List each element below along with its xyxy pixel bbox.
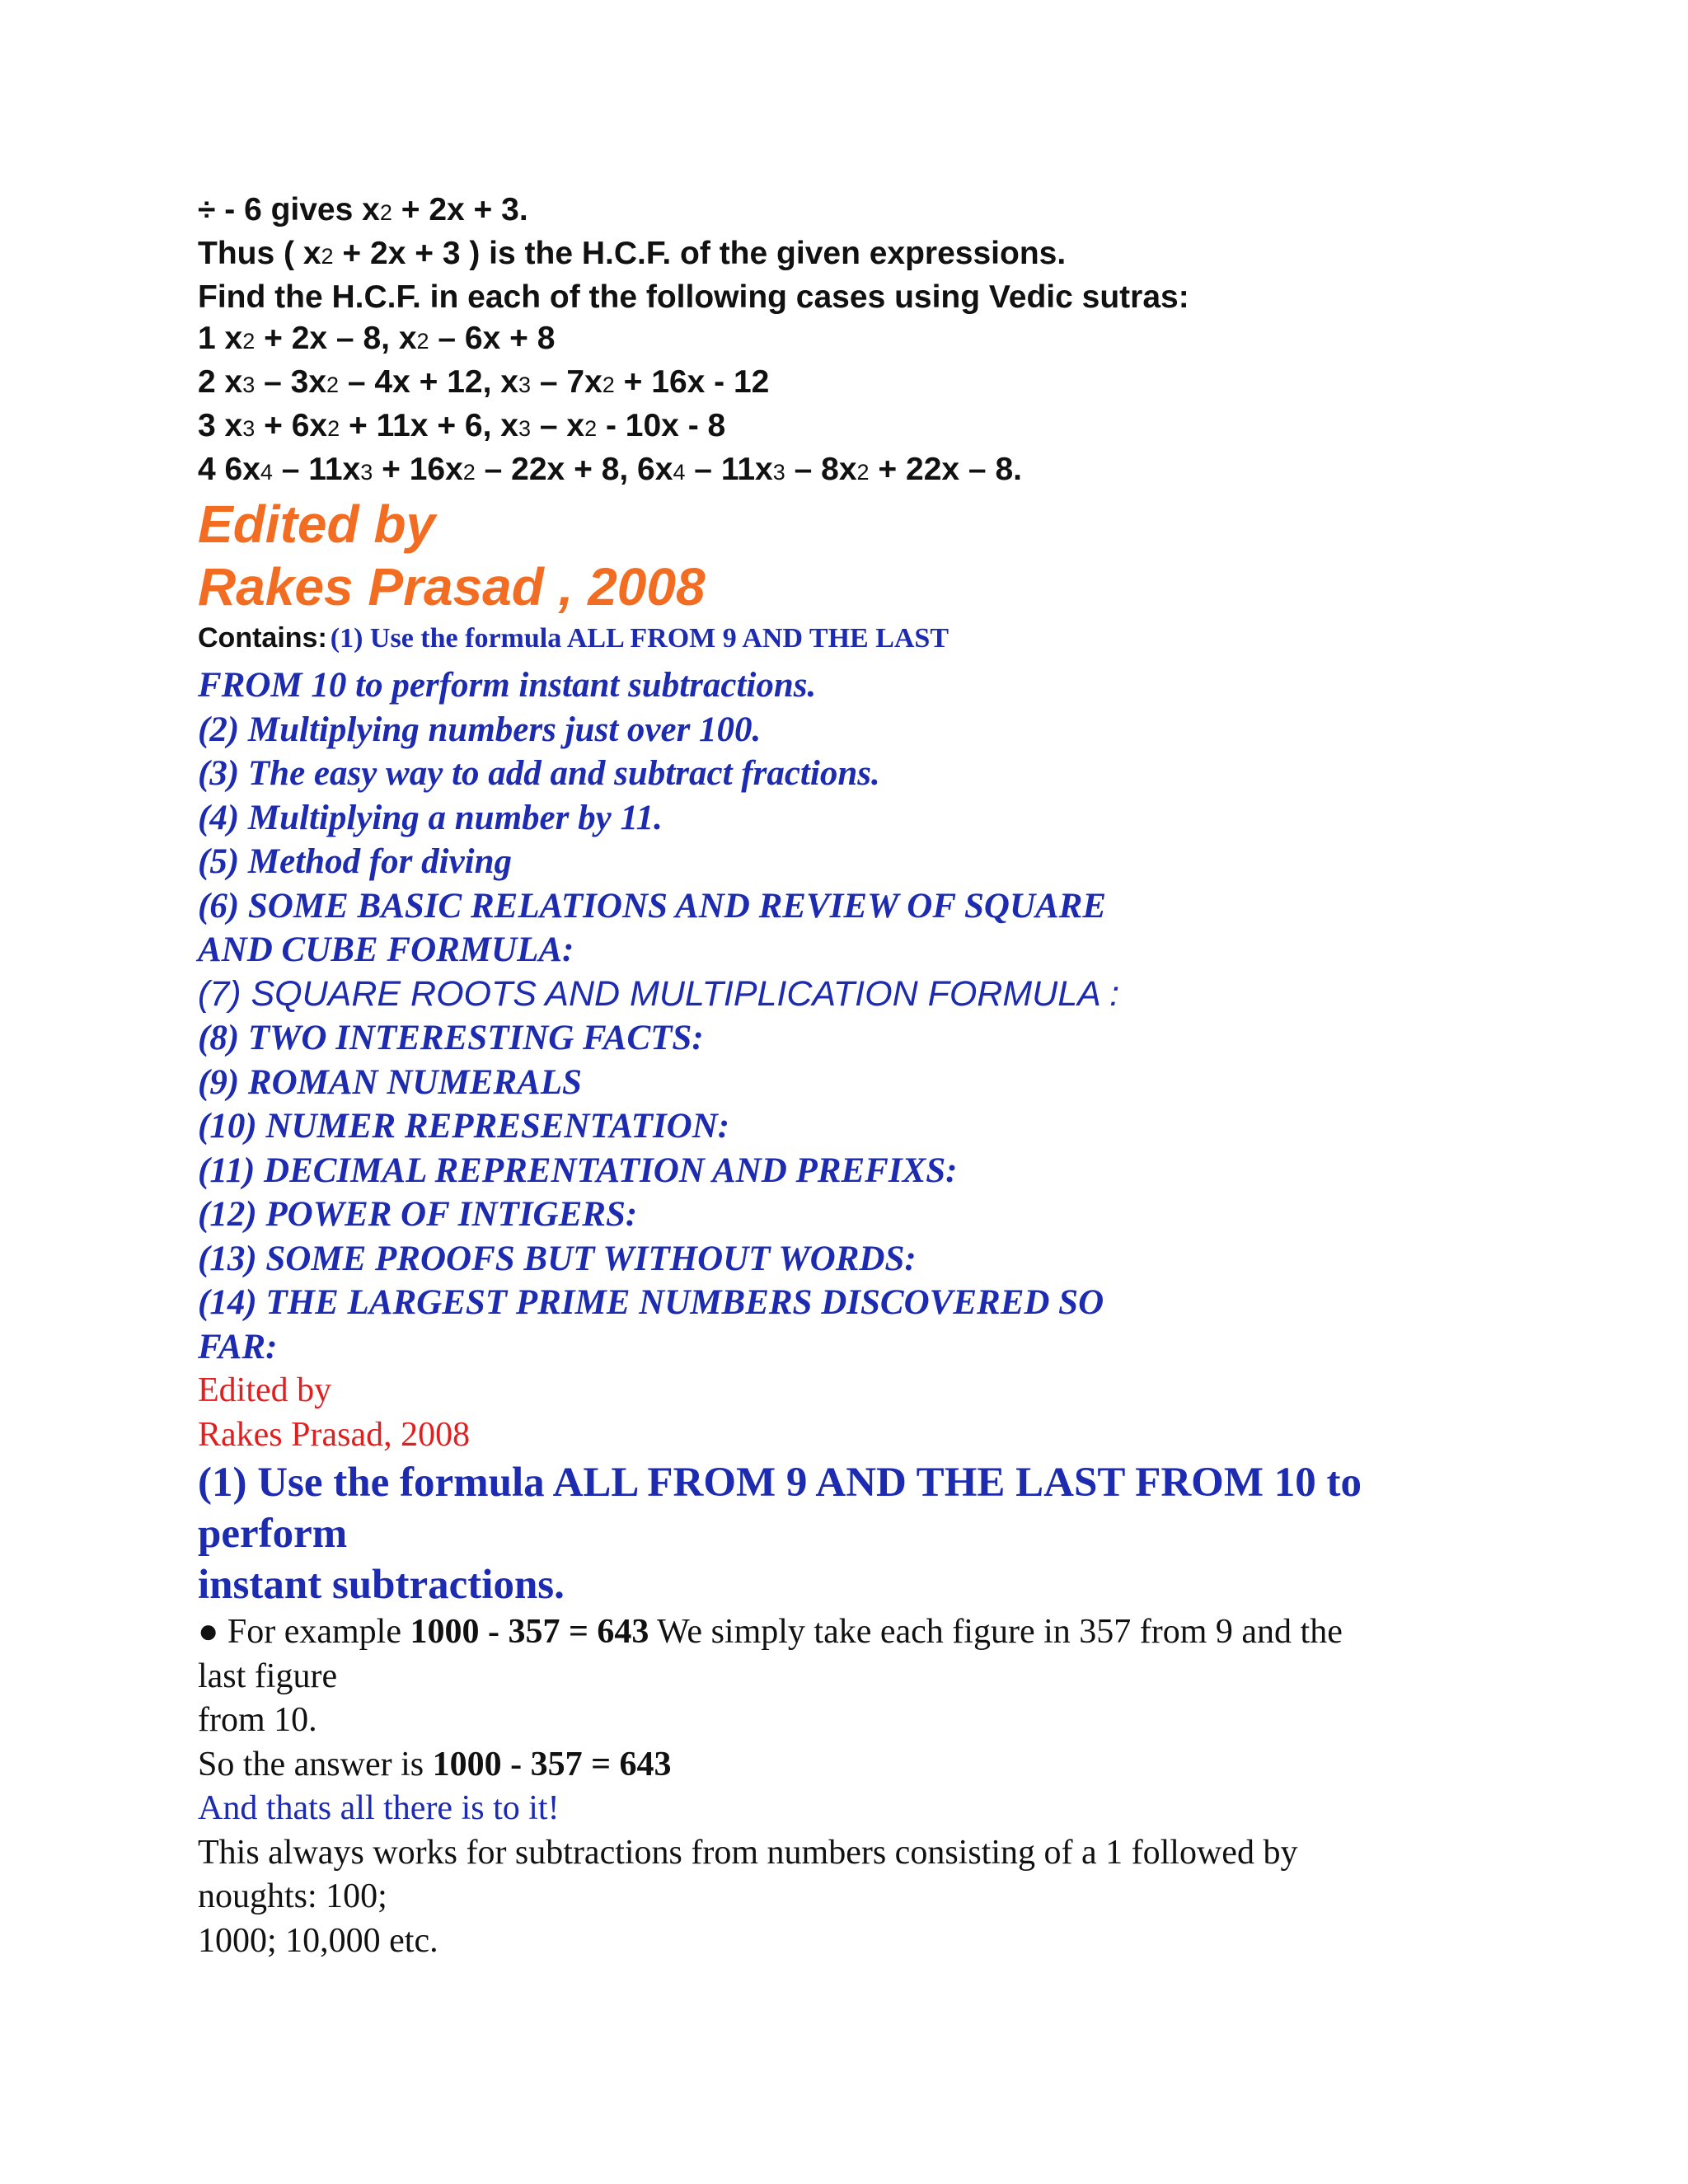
always-works-line: 1000; 10,000 etc. xyxy=(198,1921,438,1960)
contents-item: (13) SOME PROOFS BUT WITHOUT WORDS: xyxy=(198,1239,917,1278)
section-heading: perform xyxy=(198,1511,348,1557)
always-works-line: This always works for subtractions from numbers consisting of a 1 followed by xyxy=(198,1833,1298,1872)
contents-item: (8) TWO INTERESTING FACTS: xyxy=(198,1019,704,1057)
contents-item: (5) Method for diving xyxy=(198,842,513,881)
hcf-exercise-instruction: Find the H.C.F. in each of the following cases using Vedic sutras: xyxy=(198,279,1189,315)
section-heading: instant subtractions. xyxy=(198,1562,565,1608)
contents-item: (2) Multiplying numbers just over 100. xyxy=(198,710,762,749)
thats-all-line: And thats all there is to it! xyxy=(198,1789,560,1827)
example-line: ● For example 1000 - 357 = 643 We simply take each figure in 357 from 9 and the xyxy=(198,1613,1343,1651)
contents-first-item: (1) Use the formula ALL FROM 9 AND THE LAST xyxy=(330,623,950,654)
contents-label: Contains: xyxy=(198,622,327,654)
contents-item: (7) SQUARE ROOTS AND MULTIPLICATION FORMULA : xyxy=(198,973,1120,1014)
hcf-exercise-4: 4 6x4 – 11x3 + 16x2 – 22x + 8, 6x4 – 11x3 – 8x2 + 22x – 8. xyxy=(198,452,1022,487)
section-heading: (1) Use the formula ALL FROM 9 AND THE LAST FROM 10 to xyxy=(198,1460,1362,1506)
always-works-line: noughts: 100; xyxy=(198,1877,387,1915)
contents-item: (12) POWER OF INTIGERS: xyxy=(198,1195,638,1234)
contents-item: (11) DECIMAL REPRENTATION AND PREFIXS: xyxy=(198,1151,958,1190)
contents-item: (6) SOME BASIC RELATIONS AND REVIEW OF SQUARE xyxy=(198,886,1107,926)
contents-item: (10) NUMER REPRESENTATION: xyxy=(198,1107,730,1146)
contents-item: (3) The easy way to add and subtract fractions. xyxy=(198,754,880,793)
editor-edited-by: Edited by xyxy=(198,1371,332,1409)
hcf-exercise-2: 2 x3 – 3x2 – 4x + 12, x3 – 7x2 + 16x - 12 xyxy=(198,364,770,400)
contents-item: FAR: xyxy=(198,1327,278,1366)
banner-author: Rakes Prasad , 2008 xyxy=(198,557,706,616)
document-page xyxy=(198,190,1517,1963)
contents-header xyxy=(198,618,1517,663)
contents-item: FROM 10 to perform instant subtractions. xyxy=(198,666,817,705)
example-line: last figure xyxy=(198,1657,338,1695)
hcf-result-line: Thus ( x2 + 2x + 3 ) is the H.C.F. of the given expressions. xyxy=(198,236,1067,271)
answer-line: So the answer is 1000 - 357 = 643 xyxy=(198,1745,672,1783)
contents-item: AND CUBE FORMULA: xyxy=(198,930,574,969)
contents-item: (14) THE LARGEST PRIME NUMBERS DISCOVERED SO xyxy=(198,1283,1104,1322)
hcf-division-line: ÷ - 6 gives x2 + 2x + 3. xyxy=(198,192,528,227)
editor-author: Rakes Prasad, 2008 xyxy=(198,1415,471,1454)
example-line: from 10. xyxy=(198,1701,317,1739)
contents-item: (4) Multiplying a number by 11. xyxy=(198,798,663,837)
banner-edited-by: Edited by xyxy=(198,494,436,554)
hcf-exercise-3: 3 x3 + 6x2 + 11x + 6, x3 – x2 - 10x - 8 xyxy=(198,408,726,443)
hcf-exercise-1: 1 x2 + 2x – 8, x2 – 6x + 8 xyxy=(198,321,556,356)
contents-item: (9) ROMAN NUMERALS xyxy=(198,1062,582,1102)
